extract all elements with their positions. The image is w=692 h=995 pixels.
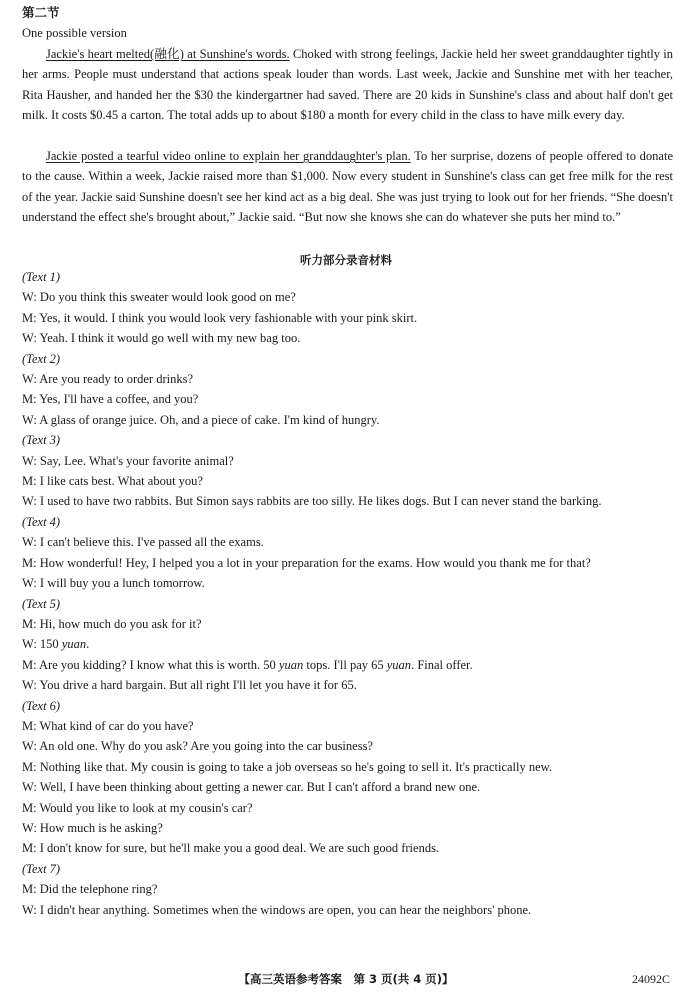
footer-code: 24092C	[631, 972, 670, 986]
section-heading: 第二节	[22, 5, 60, 20]
dialogue-line: W: I will buy you a lunch tomorrow.	[22, 576, 205, 591]
text-label: (Text 4)	[22, 514, 61, 529]
paragraph-2-underlined: Jackie posted a tearful video online to explain her granddaughter's plan.	[46, 149, 411, 163]
dialogue-line: M: Yes, I'll have a coffee, and you?	[22, 392, 199, 407]
dialogue-line: W: I didn't hear anything. Sometimes when the windows are open, you can hear the neighbors' phone.	[22, 902, 532, 917]
text-label: (Text 7)	[22, 861, 61, 876]
transcript-heading: 听力部分录音材料	[300, 253, 392, 267]
paragraph-2-text: To her surprise, dozens of people offered to donate to the cause. Within a week, Jackie raised more than $1,000. Now every student in Sunshine's class can get free milk for the rest of the year. Jackie said Sunshine doesn't see her kind act as a big deal. She was just trying to look out for her friends. “She doesn't understand the effect she's brought about,” Jackie said. “But now she knows she can do whatever she puts her mind to.”	[22, 149, 673, 225]
footer-page-info: 【高三英语参考答案 第 3 页(共 4 页)】	[238, 972, 454, 986]
dialogue-line: M: I like cats best. What about you?	[22, 474, 203, 489]
dialogue-line: W: Well, I have been thinking about getting a newer car. But I can't afford a brand new one.	[22, 780, 481, 795]
dialogue-line: W: Are you ready to order drinks?	[22, 372, 194, 387]
dialogue-line: W: 150 yuan.	[22, 637, 90, 652]
dialogue-line: W: Do you think this sweater would look good on me?	[22, 290, 296, 305]
text-label: (Text 2)	[22, 351, 61, 366]
dialogue-line: M: Did the telephone ring?	[22, 882, 158, 897]
dialogue-line: W: How much is he asking?	[22, 820, 163, 835]
text-label: (Text 1)	[22, 270, 61, 284]
dialogue-line: W: You drive a hard bargain. But all right I'll let you have it for 65.	[22, 678, 357, 693]
version-label: One possible version	[22, 26, 127, 40]
dialogue-line: W: Yeah. I think it would go well with my new bag too.	[22, 331, 301, 346]
dialogue-line: W: I can't believe this. I've passed all the exams.	[22, 535, 264, 550]
dialogue-line: W: Say, Lee. What's your favorite animal?	[22, 453, 234, 468]
dialogue-line: W: A glass of orange juice. Oh, and a piece of cake. I'm kind of hungry.	[22, 412, 380, 427]
text-label: (Text 3)	[22, 433, 61, 448]
page-footer	[0, 969, 692, 989]
text-label: (Text 6)	[22, 698, 61, 713]
dialogue-line: M: Yes, it would. I think you would look very fashionable with your pink skirt.	[22, 310, 418, 325]
dialogue-line: M: Nothing like that. My cousin is going to take a job overseas so he's going to sell it. It's practically new.	[22, 759, 552, 774]
dialogue-line: M: Would you like to look at my cousin's car?	[22, 800, 253, 815]
dialogue-line: W: I used to have two rabbits. But Simon says rabbits are too silly. He likes dogs. But I can never stand the barking.	[22, 494, 602, 509]
paragraph-1-underlined: Jackie's heart melted(融化) at Sunshine's words.	[46, 47, 290, 61]
dialogue-line: M: What kind of car do you have?	[22, 718, 194, 733]
transcript	[22, 267, 673, 920]
dialogue-line: W: An old one. Why do you ask? Are you going into the car business?	[22, 739, 373, 754]
paragraph-2	[22, 146, 673, 228]
paragraph-1-text: Choked with strong feelings, Jackie held her sweet granddaughter tightly in her arms. People must understand that actions speak louder than words. Last week, Jackie and Sunshine met with her teacher, Rita Hausher, and handed her the $30 the kindergartner had saved. There are 20 kids in Sunshine's class and about half don't get milk. It costs $0.45 a carton. The total adds up to about $180 a month for every child in the class to have milk every day.	[22, 47, 673, 123]
dialogue-line: M: I don't know for sure, but he'll make you a good deal. We are such good friends.	[22, 841, 440, 856]
dialogue-line: M: How wonderful! Hey, I helped you a lot in your preparation for the exams. How would you thank me for that?	[22, 555, 591, 570]
dialogue-line: M: Are you kidding? I know what this is worth. 50 yuan tops. I'll pay 65 yuan. Final offer.	[22, 657, 473, 672]
dialogue-line: M: Hi, how much do you ask for it?	[22, 616, 202, 631]
text-label: (Text 5)	[22, 596, 61, 611]
paragraph-1	[22, 44, 673, 126]
